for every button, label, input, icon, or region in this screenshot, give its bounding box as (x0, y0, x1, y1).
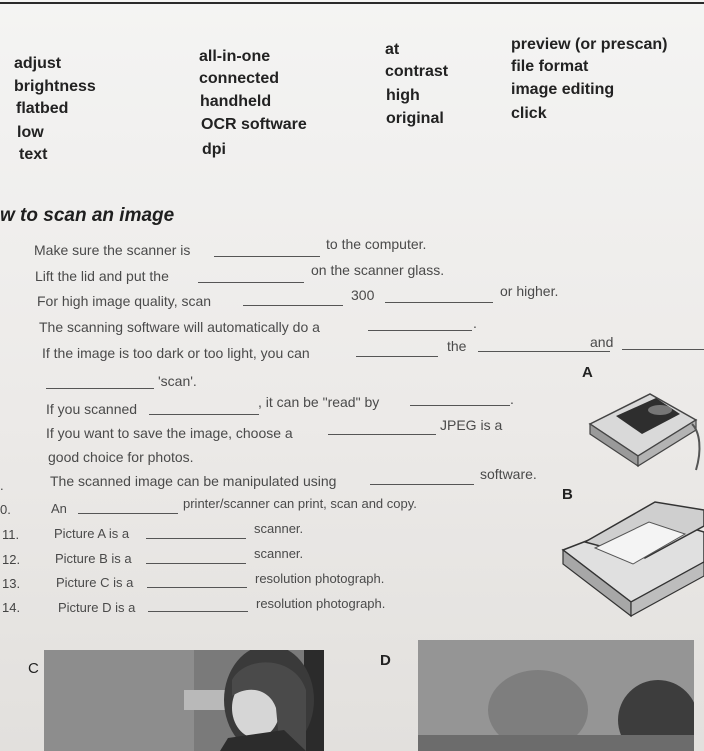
answer-blank (622, 349, 704, 350)
answer-blank (78, 513, 178, 514)
word-bank-item: adjust (14, 55, 62, 72)
item-text: the (447, 338, 467, 354)
item-text: scanner. (254, 546, 304, 561)
item-text: If you scanned (46, 401, 138, 417)
flatbed-scanner-illustration (555, 498, 704, 628)
word-bank-item: preview (or prescan) (511, 36, 668, 53)
woman-photograph (44, 650, 324, 751)
item-text: on the scanner glass. (311, 262, 445, 278)
word-bank-item: all-in-one (199, 48, 271, 65)
handheld-scanner-illustration (572, 380, 704, 475)
item-text: If the image is too dark or too light, you can (42, 345, 310, 361)
item-text: JPEG is a (440, 417, 503, 433)
item-number: 13. (2, 576, 21, 591)
picture-label-b: B (562, 486, 573, 503)
item-text: Picture C is a (56, 575, 134, 590)
item-text: An (51, 501, 67, 516)
item-text: resolution photograph. (255, 571, 385, 586)
item-text: , it can be "read" by (258, 394, 380, 410)
word-bank-item: handheld (200, 93, 272, 110)
item-text: scanner. (254, 521, 304, 536)
answer-blank (148, 611, 248, 612)
answer-blank (385, 302, 493, 303)
item-text: For high image quality, scan (37, 293, 212, 309)
item-text: The scanned image can be manipulated using (50, 473, 337, 489)
picture-label-d: D (380, 652, 391, 669)
word-bank-item: connected (199, 70, 280, 87)
item-text: and (590, 334, 614, 350)
word-bank-item: at (385, 41, 400, 58)
item-text: 'scan'. (158, 373, 197, 389)
item-number: . (0, 478, 4, 493)
item-text: good choice for photos. (48, 449, 194, 465)
answer-blank (146, 563, 246, 564)
answer-blank (243, 305, 343, 306)
item-text: 300 (351, 287, 375, 303)
answer-blank (46, 388, 154, 389)
item-text: The scanning software will automatically do a (39, 319, 320, 335)
answer-blank (146, 538, 246, 539)
word-bank-item: high (386, 87, 420, 104)
item-text: . (473, 315, 477, 331)
item-number: 12. (2, 552, 21, 567)
top-rule (0, 2, 704, 4)
answer-blank (410, 405, 510, 406)
item-text: resolution photograph. (256, 596, 386, 611)
answer-blank (478, 351, 610, 352)
answer-blank (214, 256, 320, 257)
item-text: Make sure the scanner is (34, 242, 191, 258)
item-text: software. (480, 466, 537, 482)
item-text: to the computer. (326, 236, 427, 252)
answer-blank (149, 414, 259, 415)
item-text: . (510, 391, 514, 407)
item-text: Picture D is a (58, 600, 136, 615)
word-bank-item: dpi (202, 141, 226, 158)
answer-blank (370, 484, 474, 485)
word-bank-item: OCR software (201, 116, 307, 133)
person-photograph (418, 640, 694, 751)
word-bank-item: image editing (511, 81, 615, 98)
word-bank-item: file format (511, 58, 589, 75)
picture-label-a: A (582, 364, 593, 381)
answer-blank (356, 356, 438, 357)
word-bank-item: brightness (14, 78, 96, 95)
answer-blank (147, 587, 247, 588)
word-bank-item: contrast (385, 63, 449, 80)
item-text: printer/scanner can print, scan and copy. (183, 496, 417, 511)
answer-blank (198, 282, 304, 283)
word-bank-item: click (511, 105, 547, 122)
item-number: 14. (2, 600, 21, 615)
word-bank-item: flatbed (16, 100, 69, 117)
answer-blank (328, 434, 436, 435)
section-heading: w to scan an image (0, 205, 175, 226)
item-text: If you want to save the image, choose a (46, 425, 293, 441)
item-text: Picture A is a (54, 526, 130, 541)
item-text: or higher. (500, 283, 559, 299)
item-text: Picture B is a (55, 551, 132, 566)
picture-label-c: C (28, 660, 39, 677)
item-number: 11. (2, 527, 20, 542)
word-bank-item: low (17, 124, 44, 141)
answer-blank (368, 330, 472, 331)
word-bank-item: text (19, 146, 48, 163)
word-bank-item: original (386, 110, 444, 127)
item-number: 0. (0, 502, 11, 517)
item-text: Lift the lid and put the (35, 268, 169, 284)
